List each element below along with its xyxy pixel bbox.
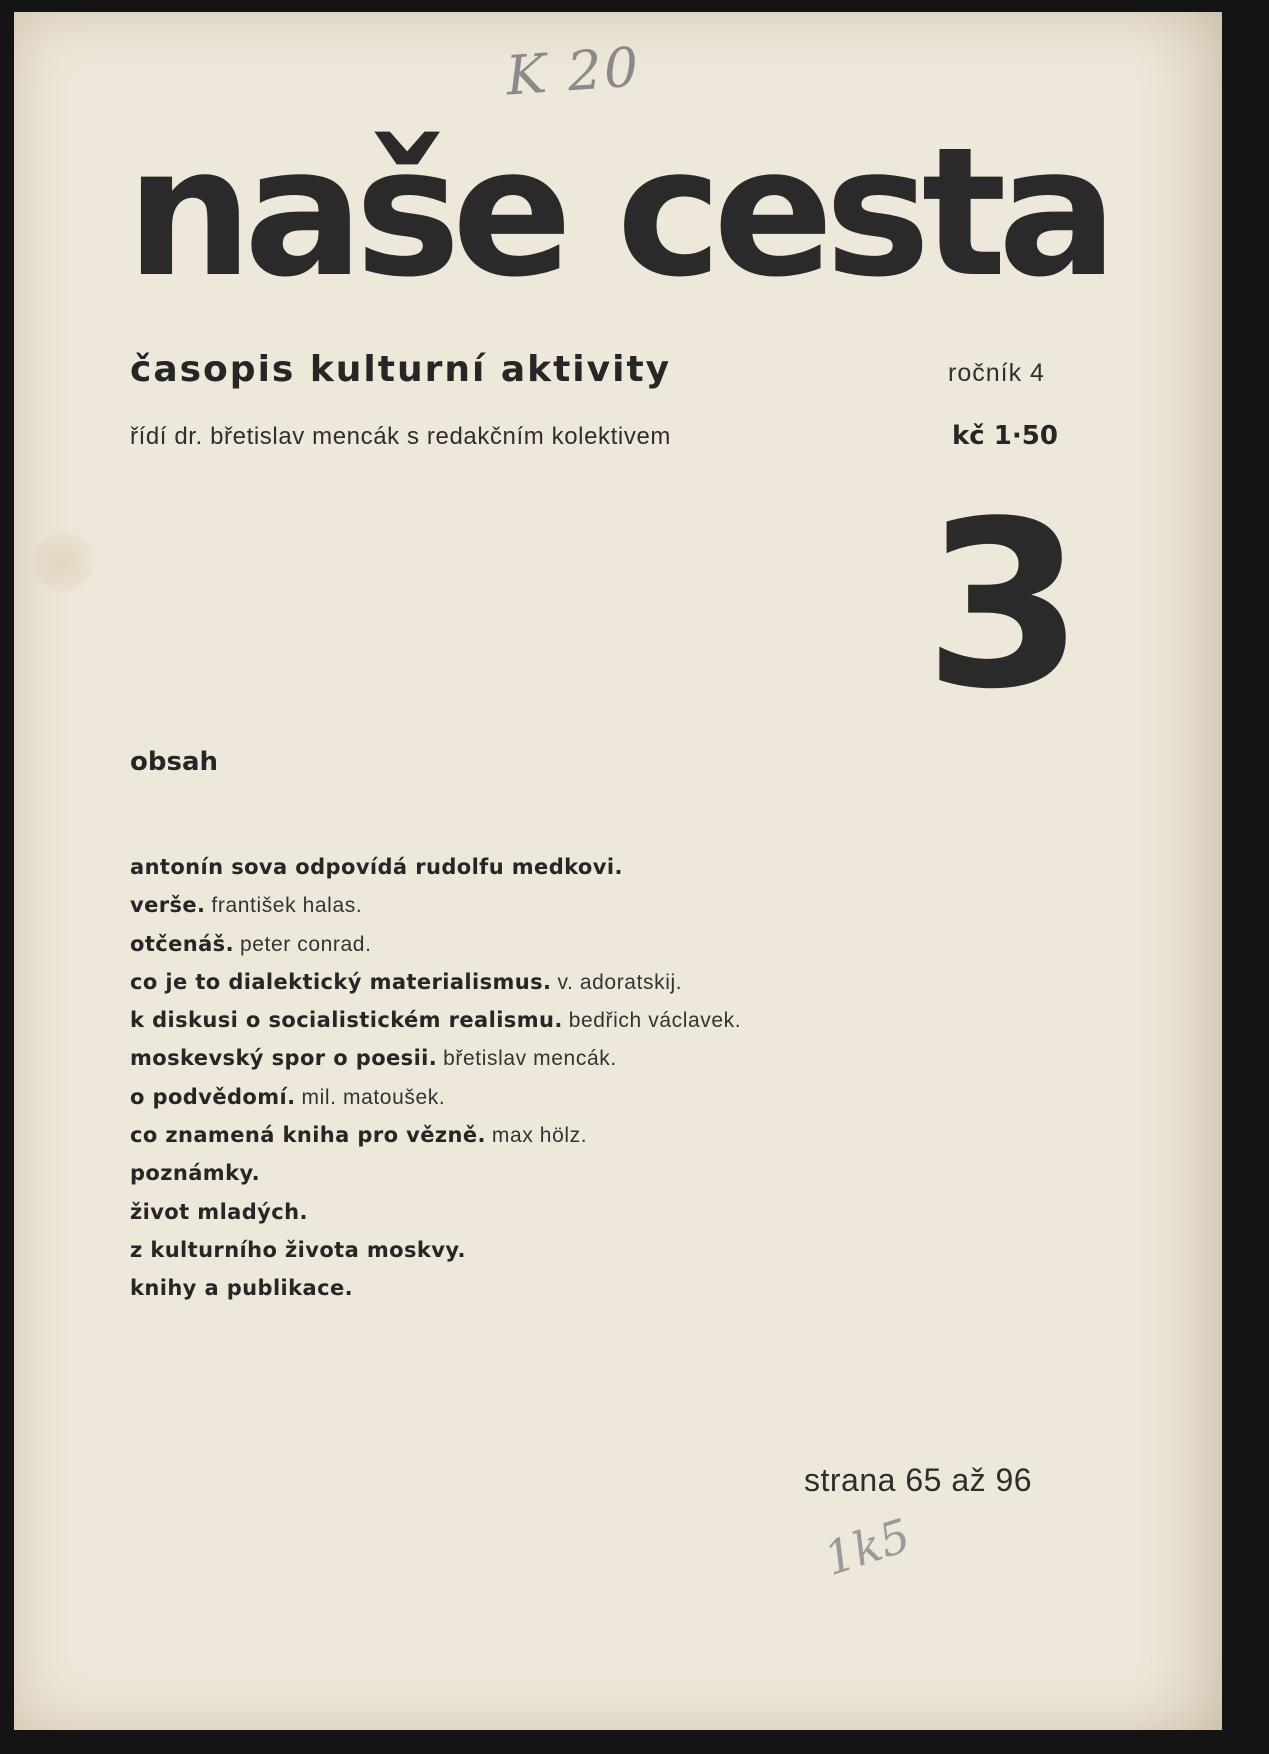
- magazine-cover: [14, 12, 1222, 1730]
- toc-title: život mladých.: [130, 1199, 308, 1224]
- page-range: strana 65 až 96: [804, 1462, 1033, 1498]
- toc-title: co je to dialektický materialismus.: [130, 969, 552, 994]
- magazine-subtitle: časopis kulturní aktivity: [130, 349, 672, 390]
- toc-author: v. adoratskij.: [557, 970, 683, 994]
- toc-author: bedřich václavek.: [568, 1009, 742, 1033]
- magazine-title: naše cesta: [126, 109, 1109, 316]
- toc-item: [130, 1193, 741, 1231]
- toc-item: [130, 1039, 741, 1077]
- contents-heading: obsah: [130, 747, 219, 777]
- toc-item: [130, 963, 741, 1001]
- toc-title: knihy a publikace.: [130, 1276, 353, 1301]
- toc-item: [130, 848, 741, 886]
- toc-author: mil. matoušek.: [301, 1085, 446, 1109]
- toc-item: [130, 1269, 741, 1307]
- toc-item: [130, 1116, 741, 1154]
- toc-item: [130, 886, 741, 924]
- toc-title: co znamená kniha pro vězně.: [130, 1123, 486, 1148]
- toc-title: antonín sova odpovídá rudolfu medkovi.: [130, 855, 623, 879]
- toc-item: [130, 1231, 741, 1269]
- handwritten-note-bottom: 1k5: [817, 1507, 917, 1587]
- toc-title: z kulturního života moskvy.: [130, 1237, 466, 1262]
- table-of-contents: [130, 848, 741, 1308]
- toc-title: k diskusi o socialistickém realismu.: [130, 1008, 563, 1033]
- toc-author: břetislav mencák.: [443, 1047, 617, 1071]
- toc-item: [130, 925, 741, 963]
- issue-number: 3: [924, 473, 1085, 740]
- volume-label: ročník 4: [948, 359, 1045, 387]
- page-edge-shade: [1132, 12, 1222, 1730]
- price-label: kč 1·50: [952, 421, 1058, 451]
- toc-author: františek halas.: [211, 894, 363, 918]
- editor-line: řídí dr. břetislav mencák s redakčním kolektivem: [130, 423, 671, 450]
- toc-item: [130, 1001, 741, 1039]
- toc-title: moskevský spor o poesii.: [130, 1046, 438, 1071]
- toc-title: o podvědomí.: [130, 1084, 296, 1109]
- paper-stain: [34, 532, 94, 592]
- toc-author: max hölz.: [491, 1124, 588, 1148]
- toc-title: verše.: [130, 893, 206, 918]
- handwritten-note-top: K 20: [503, 35, 643, 108]
- toc-item: [130, 1154, 741, 1192]
- toc-title: otčenáš.: [130, 931, 234, 956]
- toc-title: poznámky.: [130, 1161, 260, 1186]
- toc-item: [130, 1078, 741, 1116]
- toc-author: peter conrad.: [239, 932, 372, 956]
